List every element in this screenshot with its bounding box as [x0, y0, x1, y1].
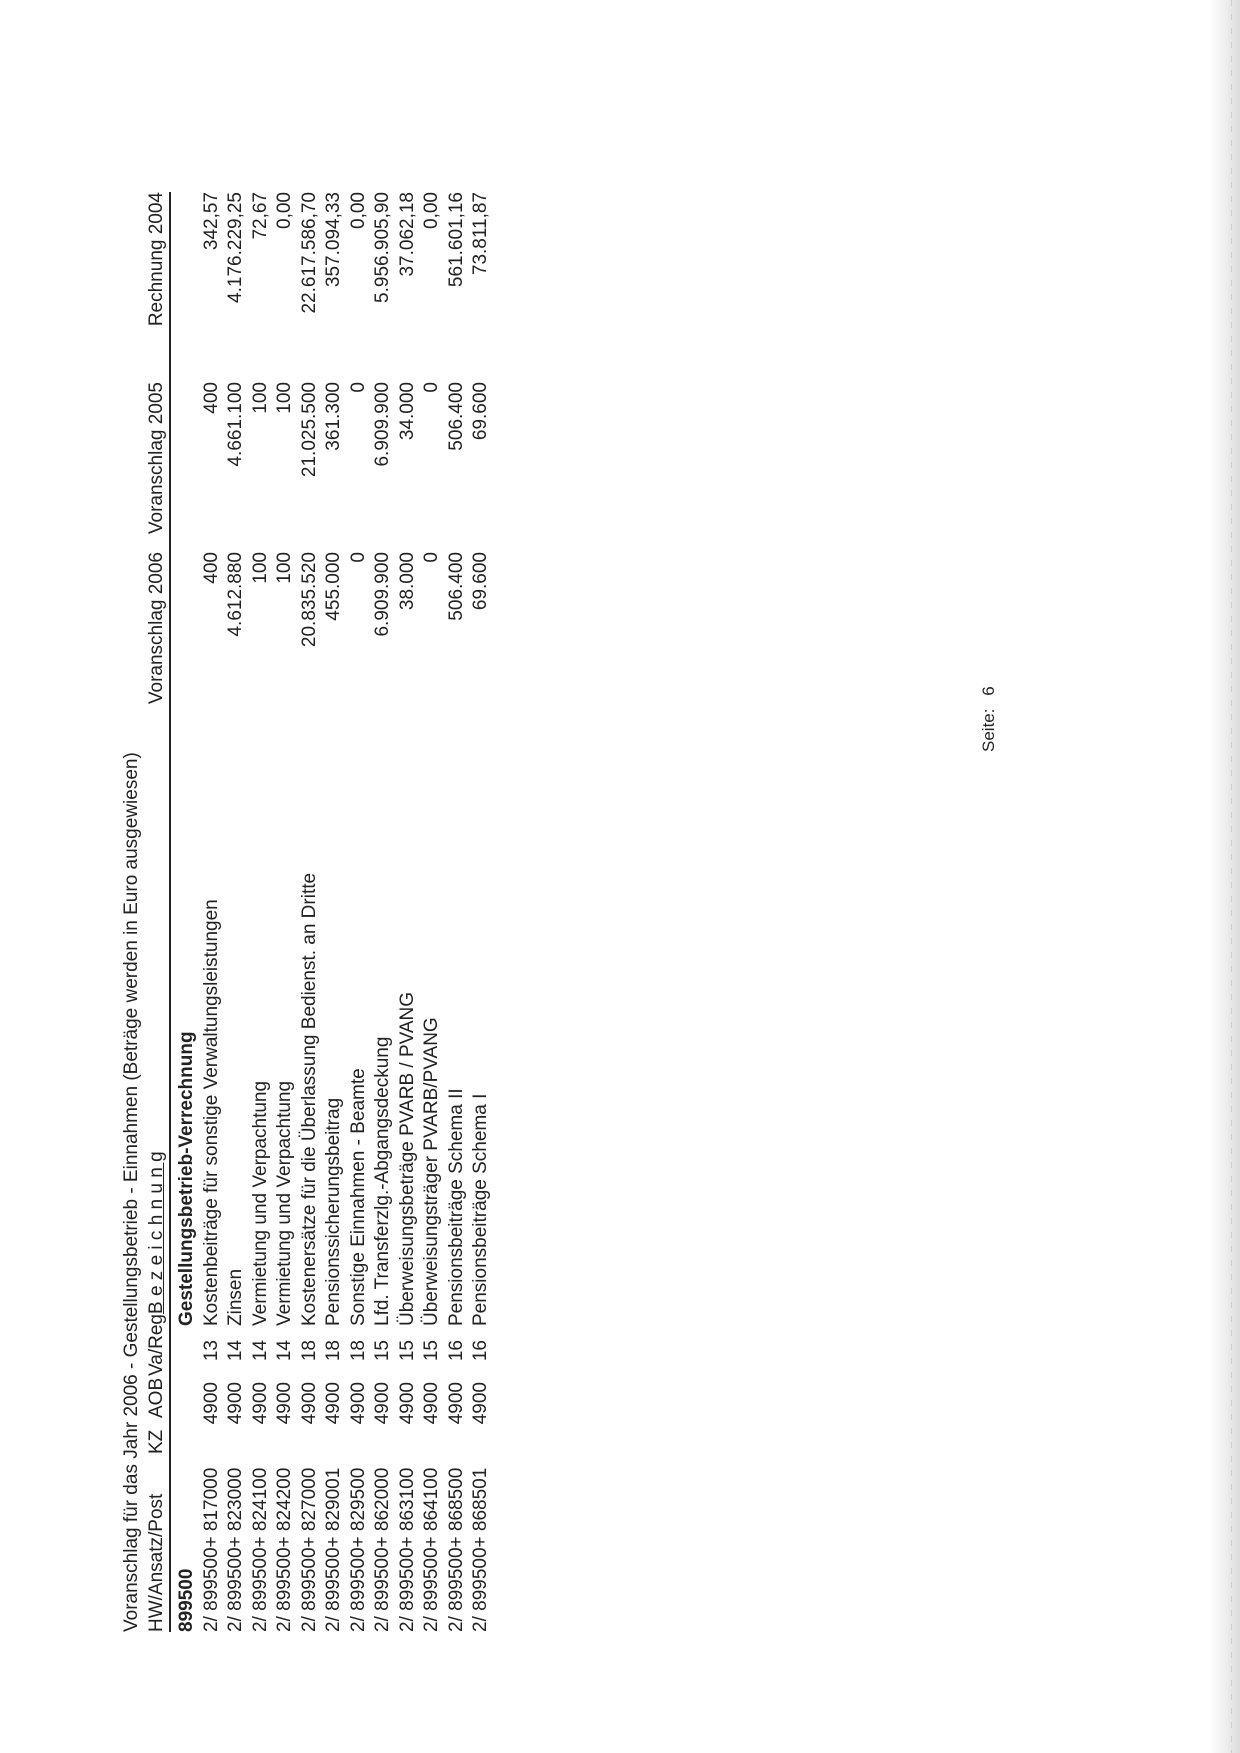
header-kz: KZ — [146, 1429, 167, 1454]
cell-v2005: 6.909.900 — [372, 382, 393, 467]
table-body — [175, 112, 494, 1632]
page-footer — [979, 686, 1001, 752]
cell-aob: 4900 — [249, 1382, 271, 1425]
cell-bezeichnung: Pensionsbeiträge Schema I — [470, 1093, 491, 1326]
cell-r2004: 37.062,18 — [396, 192, 418, 277]
cell-bezeichnung: Vermietung und Verpachtung — [249, 1080, 271, 1326]
cell-post: 2/ 899500+ 862000 — [372, 1467, 393, 1632]
cell-post: 2/ 899500+ 868500 — [445, 1467, 467, 1632]
cell-bezeichnung: Pensionssicherungsbeitrag — [323, 1097, 344, 1326]
cell-bezeichnung: Überweisungsträger PVARB/PVANG — [421, 1017, 442, 1326]
cell-v2005: 21.025.500 — [298, 382, 320, 478]
cell-vareg: 18 — [347, 1340, 369, 1362]
cell-r2004: 357.094,33 — [323, 192, 344, 288]
cell-v2006: 6.909.900 — [372, 552, 393, 637]
cell-aob: 4900 — [274, 1382, 295, 1425]
cell-v2006: 38.000 — [396, 552, 418, 611]
cell-v2005: 34.000 — [396, 382, 418, 441]
cell-aob: 4900 — [445, 1382, 467, 1425]
table-row — [371, 112, 396, 1632]
cell-r2004: 73.811,87 — [470, 192, 491, 276]
cell-aob: 4900 — [323, 1382, 344, 1425]
cell-r2004: 0,00 — [347, 192, 369, 229]
header-voranschlag-2006: Voranschlag 2006 — [146, 552, 167, 705]
cell-v2006: 20.835.520 — [298, 552, 320, 648]
page-title: Voranschlag für das Jahr 2006 - Gestellungsbetrieb - Einnahmen (Beträge werden in Euro ausgewiesen) — [121, 752, 142, 1632]
cell-post: 2/ 899500+ 824200 — [274, 1467, 295, 1632]
cell-r2004: 342,57 — [200, 192, 222, 251]
cell-vareg: 15 — [372, 1340, 393, 1362]
cell-vareg: 18 — [298, 1340, 320, 1362]
page-number: 6 — [979, 686, 998, 696]
cell-r2004: 561.601,16 — [445, 192, 467, 288]
cell-v2006: 506.400 — [445, 552, 467, 621]
group-row — [175, 112, 200, 1632]
cell-aob: 4900 — [225, 1382, 246, 1425]
group-code: 899500 — [176, 1568, 197, 1632]
cell-v2006: 0 — [421, 552, 442, 563]
group-label: Gestellungsbetrieb-Verrechnung — [176, 1031, 197, 1326]
cell-bezeichnung: Zinsen — [225, 1268, 246, 1326]
cell-v2005: 100 — [274, 382, 295, 414]
cell-bezeichnung: Lfd. Transferzlg.-Abgangsdeckung — [372, 1036, 393, 1326]
cell-vareg: 14 — [274, 1340, 295, 1362]
cell-r2004: 72,67 — [249, 192, 271, 240]
header-underline — [169, 192, 171, 1632]
cell-r2004: 4.176.229,25 — [225, 192, 246, 303]
page-label: Seite: — [979, 708, 998, 752]
header-post: HW/Ansatz/Post — [146, 1493, 167, 1632]
cell-v2005: 100 — [249, 382, 271, 414]
cell-v2005: 361.300 — [323, 382, 344, 451]
cell-bezeichnung: Sonstige Einnahmen - Beamte — [347, 1068, 369, 1326]
cell-v2006: 100 — [249, 552, 271, 584]
cell-post: 2/ 899500+ 868501 — [470, 1467, 491, 1632]
table-row — [445, 112, 470, 1632]
cell-aob: 4900 — [470, 1382, 491, 1425]
table-row — [347, 112, 372, 1632]
cell-aob: 4900 — [298, 1382, 320, 1425]
cell-v2005: 69.600 — [470, 382, 491, 441]
cell-aob: 4900 — [421, 1382, 442, 1425]
cell-bezeichnung: Überweisungsbeträge PVARB / PVANG — [396, 991, 418, 1326]
cell-post: 2/ 899500+ 863100 — [396, 1467, 418, 1632]
cell-bezeichnung: Pensionsbeiträge Schema II — [445, 1088, 467, 1326]
header-voranschlag-2005: Voranschlag 2005 — [146, 382, 167, 535]
table-row — [322, 112, 347, 1632]
table-row — [469, 112, 494, 1632]
cell-v2006: 69.600 — [470, 552, 491, 611]
cell-vareg: 13 — [200, 1340, 222, 1362]
header-vareg: Va/Reg — [146, 1314, 167, 1376]
cell-bezeichnung: Kostenersätze für die Überlassung Bedienst. an Dritte — [298, 872, 320, 1326]
rotated-table-sheet — [121, 112, 998, 1632]
cell-v2005: 4.661.100 — [225, 382, 246, 467]
cell-bezeichnung: Kostenbeiträge für sonstige Verwaltungsleistungen — [200, 899, 222, 1326]
header-aob: AOB — [146, 1377, 167, 1418]
cell-vareg: 15 — [396, 1340, 418, 1362]
cell-v2005: 400 — [200, 382, 222, 414]
cell-aob: 4900 — [396, 1382, 418, 1425]
cell-bezeichnung: Vermietung und Verpachtung — [274, 1080, 295, 1326]
cell-aob: 4900 — [347, 1382, 369, 1425]
cell-vareg: 18 — [323, 1340, 344, 1362]
cell-v2006: 0 — [347, 552, 369, 563]
cell-v2006: 100 — [274, 552, 295, 584]
cell-vareg: 15 — [421, 1340, 442, 1362]
table-row — [298, 112, 323, 1632]
table-row — [200, 112, 225, 1632]
cell-post: 2/ 899500+ 864100 — [421, 1467, 442, 1632]
cell-v2006: 455.000 — [323, 552, 344, 621]
table-row — [224, 112, 249, 1632]
cell-aob: 4900 — [200, 1382, 222, 1425]
cell-post: 2/ 899500+ 829500 — [347, 1467, 369, 1632]
cell-r2004: 0,00 — [274, 192, 295, 229]
table-row — [396, 112, 421, 1632]
scan-edge-artifact — [1231, 0, 1232, 1753]
cell-vareg: 16 — [470, 1340, 491, 1362]
cell-aob: 4900 — [372, 1382, 393, 1425]
table-row — [273, 112, 298, 1632]
cell-v2005: 0 — [347, 382, 369, 393]
cell-v2006: 4.612.880 — [225, 552, 246, 637]
cell-r2004: 22.617.586,70 — [298, 192, 320, 314]
cell-v2005: 0 — [421, 382, 442, 393]
scan-edge-shadow — [1210, 0, 1240, 1753]
cell-post: 2/ 899500+ 817000 — [200, 1467, 222, 1632]
table-row — [420, 112, 445, 1632]
table-row — [249, 112, 274, 1632]
cell-vareg: 14 — [225, 1340, 246, 1362]
cell-r2004: 0,00 — [421, 192, 442, 229]
cell-v2005: 506.400 — [445, 382, 467, 451]
cell-post: 2/ 899500+ 823000 — [225, 1467, 246, 1632]
cell-vareg: 14 — [249, 1340, 271, 1362]
cell-vareg: 16 — [445, 1340, 467, 1362]
cell-post: 2/ 899500+ 827000 — [298, 1467, 320, 1632]
header-rechnung-2004: Rechnung 2004 — [146, 192, 167, 327]
cell-v2006: 400 — [200, 552, 222, 584]
cell-post: 2/ 899500+ 824100 — [249, 1467, 271, 1632]
header-bezeichnung: B e z e i c h n u n g — [146, 1151, 167, 1314]
cell-post: 2/ 899500+ 829001 — [323, 1467, 344, 1632]
cell-r2004: 5.956.905,90 — [372, 192, 393, 303]
